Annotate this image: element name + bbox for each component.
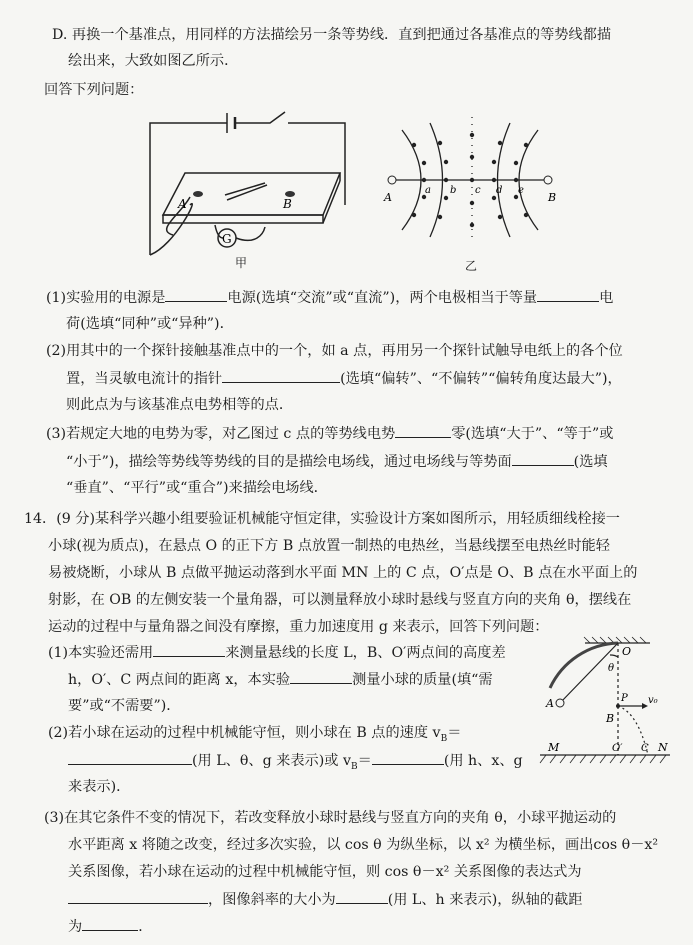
blank-field-line-relation[interactable]	[512, 451, 574, 466]
caption-jia: 甲	[235, 256, 248, 270]
pend-label-a: A	[546, 697, 554, 710]
blank-power-source[interactable]	[165, 287, 227, 302]
pend-label-b: B	[606, 712, 615, 725]
blank-potential[interactable]	[395, 423, 451, 438]
pend-label-oprime: O′	[612, 743, 623, 754]
q14-stem-line5: 运动的过程中与量角器之间没有摩擦，重力加速度用 g 来表示，回答下列问题：	[48, 619, 549, 635]
q14-part1-line1: (1)本实验还需用 来测量悬线的长度 L，B、O′两点间的高度差	[48, 642, 506, 663]
pend-label-v0: v₀	[648, 695, 658, 706]
blank-measure-mass[interactable]	[290, 669, 352, 684]
pend-label-m: M	[548, 741, 560, 754]
caption-yi: 乙	[465, 259, 478, 273]
q13-part2-line3: 则此点为与该基准点电势相等的点．	[66, 397, 294, 413]
q14-stem-line2: 小球(视为质点)，在悬点 O 的正下方 B 点放置一制热的电热丝，当悬线摆至电热丝时能轻	[48, 538, 610, 554]
q14-stem-line1: 14．(9 分)某科学兴趣小组要验证机械能守恒定律，实验设计方案如图所示，用轻质细线栓接一	[24, 511, 620, 527]
electrode-a	[193, 191, 203, 197]
pt-b: b	[450, 185, 457, 196]
q14-part3-line5: 为 ．	[68, 916, 152, 937]
blank-charge-type[interactable]	[537, 287, 599, 302]
blank-measuring-tool[interactable]	[153, 642, 225, 657]
blank-galvanometer[interactable]	[222, 368, 340, 383]
pt-a: a	[425, 185, 431, 196]
blank-vb-l-theta-g[interactable]	[68, 750, 192, 765]
blank-intercept[interactable]	[82, 916, 138, 931]
pend-label-theta: θ	[608, 663, 615, 674]
step-d-line2: 绘出来，大致如图乙所示．	[68, 53, 239, 69]
pend-label-n: N	[658, 741, 668, 754]
q14-part2-line2: (用 L、θ、g 来表示)或 $v_B=$ (用 h、x、g	[68, 750, 523, 777]
q14-part1-line2: h，O′、C 两点间的距离 x，本实验 测量小球的质量(填“需	[68, 669, 493, 690]
pend-label-c: C	[641, 743, 649, 754]
blank-slope[interactable]	[336, 889, 388, 904]
label-b: B	[283, 197, 292, 211]
label-a: A	[178, 197, 187, 211]
pend-label-p: P	[621, 693, 628, 704]
pend-label-o: O	[622, 645, 632, 658]
answer-prompt: 回答下列问题：	[44, 82, 144, 98]
figure-yi-equipotential	[380, 105, 570, 260]
q14-part2-line1: (2)若小球在运动的过程中机械能守恒，则小球在 B 点的速度 $v_B=$	[48, 725, 462, 744]
q14-part2-line3: 来表示)．	[68, 779, 131, 795]
q13-part3-line1: (3)若规定大地的电势为零，对乙图过 c 点的等势线电势 零(选填“大于”、“等于”或	[46, 423, 613, 444]
q14-stem-line4: 射影，在 OB 的左侧安装一个量角器，可以测量释放小球时悬线与竖直方向的夹角 θ，摆线在	[48, 592, 632, 608]
q13-part2-line2: 置，当灵敏电流计的指针 (选填“偏转”、“不偏转”“偏转角度达最大”)，	[66, 368, 622, 389]
step-d-line1: D. 再换一个基准点，用同样的方法描绘另一条等势线．直到把通过各基准点的等势线都描	[52, 27, 612, 43]
q13-part3-line2: “小于”)，描绘等势线等势线的目的是描绘电场线，通过电场线与等势面 (选填	[66, 451, 608, 472]
q14-part1-line3: 要”或“不需要”)．	[68, 698, 181, 714]
yi-label-b: B	[548, 191, 557, 204]
q14-stem-line3: 易被烧断，小球从 B 点做平抛运动落到水平面 MN 上的 C 点，O′点是 O、B 点在水平面上的	[48, 565, 638, 581]
q14-part3-line2: 水平距离 x 将随之改变，经过多次实验，以 cos θ 为纵坐标，以 x² 为横坐标，画出cos θ－x²	[68, 837, 659, 853]
q14-part3-line1: (3)在其它条件不变的情况下，若改变释放小球时悬线与竖直方向的夹角 θ，小球平抛运动的	[44, 810, 617, 826]
q13-part2-line1: (2)用其中的一个探针接触基准点中的一个，如 a 点，再用另一个探针试触导电纸上的各个位	[46, 343, 623, 359]
q14-part3-line4: ，图像斜率的大小为 (用 L、h 来表示)，纵轴的截距	[68, 889, 582, 910]
pt-e: e	[518, 185, 524, 196]
figure-jia-circuit	[145, 105, 355, 275]
yi-label-a: A	[384, 191, 392, 204]
q13-part3-line3: “垂直”、“平行”或“重合”)来描绘电场线．	[66, 480, 328, 496]
q13-part1-line2: 荷(选填“同种”或“异种”)．	[66, 316, 234, 332]
q13-part1-line1: (1)实验用的电源是 电源(选填“交流”或“直流”)，两个电极相当于等量 电	[46, 287, 613, 308]
figure-pendulum	[530, 633, 680, 771]
pt-d: d	[496, 185, 503, 196]
galvanometer-label: G	[222, 232, 232, 246]
q14-part3-line3: 关系图像，若小球在运动的过程中机械能守恒，则 cos θ－x² 关系图像的表达式为	[68, 864, 582, 880]
blank-graph-expression[interactable]	[68, 889, 208, 904]
blank-vb-h-x-g[interactable]	[372, 750, 444, 765]
pt-c: c	[475, 185, 481, 196]
